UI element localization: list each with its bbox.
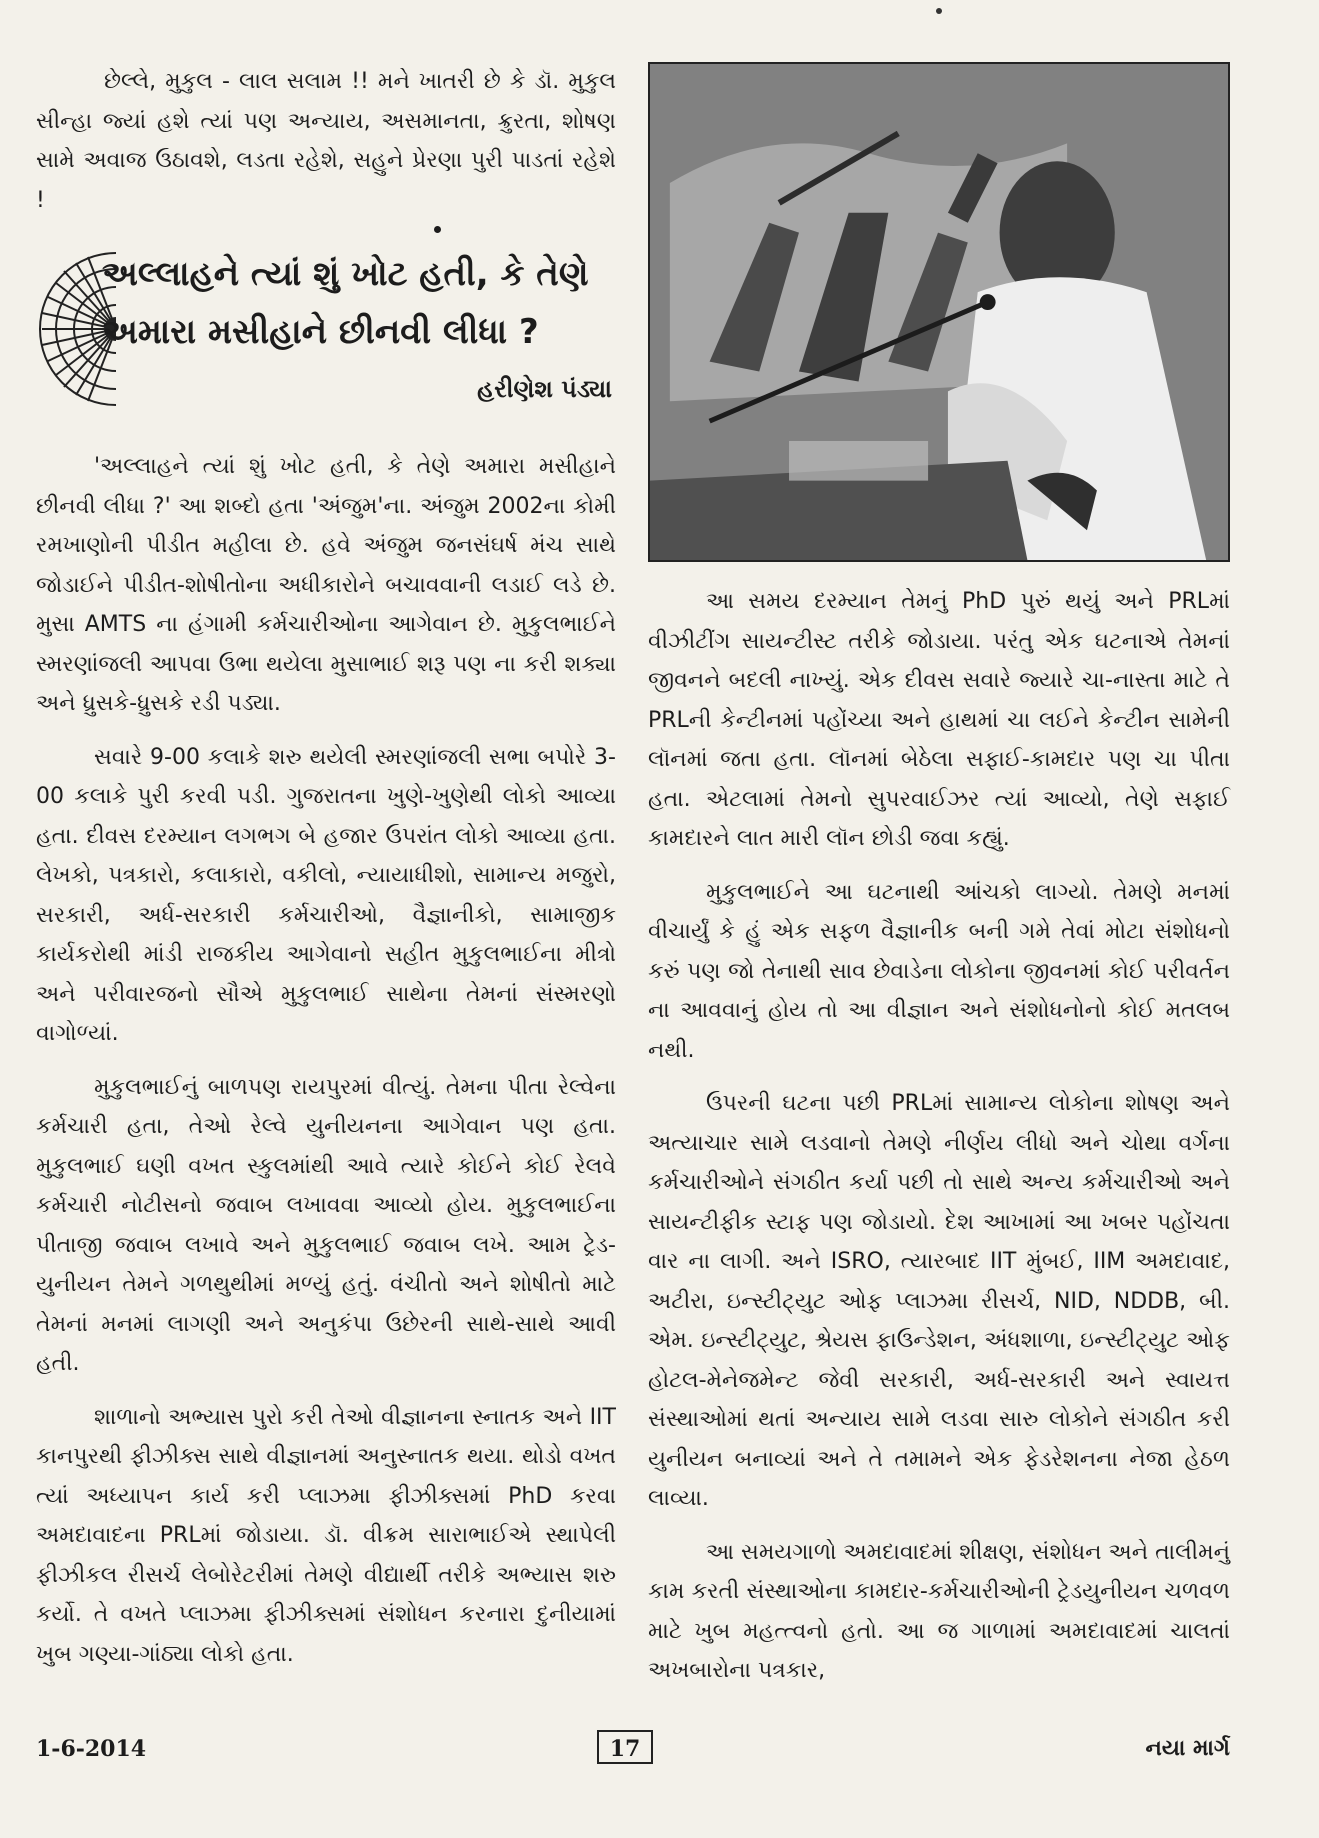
- magazine-name: નયા માર્ગ: [1145, 1736, 1230, 1761]
- intro-paragraph: છેલ્લે, મુકુલ - લાલ સલામ !! મને ખાતરી છે કે ડૉ. મુકુલ સીન્હા જ્યાં હશે ત્યાં પણ અન્યાય, અસમાનતા, ક્રુરતા, શોષણ સામે અવાજ ઉઠાવશે, લડતા રહેશે, સહુને પ્રેરણા પુરી પાડતાં રહેશે !: [36, 69, 616, 213]
- photo-illustration: [650, 64, 1228, 560]
- article-heading: [36, 245, 616, 427]
- left-paragraph-1: 'અલ્લાહને ત્યાં શું ખોટ હતી, કે તેણે અમારા મસીહાને છીનવી લીધા ?' આ શબ્દો હતા 'અંજુમ'ના. અંજુમ 2002ના કોમી રમખાણોની પીડીત મહીલા છે. હવે અંજુમ જનસંઘર્ષ મંચ સાથે જોડાઈને પીડીત-શોષીતોના અધીકારોને બચાવવાની લડાઈ લડે છે. મુસા AMTS ના હંગામી કર્મચારીઓના આગેવાન છે. મુકુલભાઈને સ્મરણાંજલી આપવા ઉભા થયેલા મુસાભાઈ શરૂ પણ ના કરી શક્યા અને ધ્રુસકે-ધ્રુસકે રડી પડ્યા.: [36, 454, 616, 716]
- issue-date: 1-6-2014: [36, 1736, 147, 1762]
- left-column: [36, 62, 616, 1688]
- article-title: અલ્લાહને ત્યાં શું ખોટ હતી, કે તેણે અમારા મસીહાને છીનવી લીધા ?: [102, 254, 589, 352]
- page-number: 17: [597, 1730, 653, 1764]
- right-paragraph-4: આ સમયગાળો અમદાવાદમાં શીક્ષણ, સંશોધન અને તાલીમનું કામ કરતી સંસ્થાઓના કામદાર-કર્મચારીઓની ટ્રેડયુનીયન ચળવળ માટે ખુબ મહત્ત્વનો હતો. આ જ ગાળામાં અમદાવાદમાં ચાલતાં અખબારોના પત્રકાર,: [648, 1539, 1230, 1683]
- left-paragraph-2: સવારે 9-00 કલાકે શરુ થયેલી સ્મરણાંજલી સભા બપોરે 3-00 કલાકે પુરી કરવી પડી. ગુજરાતના ખુણે-ખુણેથી લોકો આવ્યા હતા. દીવસ દરમ્યાન લગભગ બે હજાર ઉપરાંત લોકો આવ્યા હતા. લેખકો, પત્રકારો, કલાકારો, વકીલો, ન્યાયાધીશો, સામાન્ય મજુરો, સરકારી, અર્ધ-સરકારી કર્મચારીઓ, વૈજ્ઞાનીકો, સામાજીક કાર્યકરોથી માંડી રાજકીય આગેવાનો સહીત મુકુલભાઈના મીત્રો અને પરીવારજનો સૌએ મુકુલભાઈ સાથેના તેમનાં સંસ્મરણો વાગોળ્યાં.: [36, 744, 616, 1046]
- right-paragraph-1: આ સમય દરમ્યાન તેમનું PhD પુરું થયું અને PRLમાં વીઝીટીંગ સાયન્ટીસ્ટ તરીકે જોડાયા. પરંતુ એક ઘટનાએ તેમનાં જીવનને બદલી નાખ્યું. એક દીવસ સવારે જ્યારે ચા-નાસ્તા માટે તે PRLની કેન્ટીનમાં પહોંચ્યા અને હાથમાં ચા લઈને કેન્ટીન સામેની લૉનમાં જતા હતા. લૉનમાં બેઠેલા સફાઈ-કામદાર પણ ચા પીતા હતા. એટલામાં તેમનો સુપરવાઈઝર ત્યાં આવ્યો, તેણે સફાઈ કામદારને લાત મારી લૉન છોડી જવા કહ્યું.: [648, 589, 1230, 851]
- author-name: હરીણેશ પંડ્યા: [477, 375, 612, 403]
- page-footer: [36, 1730, 1230, 1770]
- separator-dot: [434, 226, 441, 233]
- print-mark: [936, 8, 942, 14]
- left-paragraph-4: શાળાનો અભ્યાસ પુરો કરી તેઓ વીજ્ઞાનના સ્નાતક અને IIT કાનપુરથી ફીઝીક્સ સાથે વીજ્ઞાનમાં અનુસ્નાતક થયા. થોડો વખત ત્યાં અધ્યાપન કાર્ય કરી પ્લાઝમા ફીઝીક્સમાં PhD કરવા અમદાવાદના PRLમાં જોડાયા. ડૉ. વીક્રમ સારાભાઈએ સ્થાપેલી ફીઝીકલ રીસર્ચ લેબોરેટરીમાં તેમણે વીદ્યાર્થી તરીકે અભ્યાસ શરુ કર્યો. તે વખતે પ્લાઝમા ફીઝીક્સમાં સંશોધન કરનારા દુનીયામાં ખુબ ગણ્યા-ગાંઠ્યા લોકો હતા.: [36, 1404, 616, 1667]
- right-paragraph-3: ઉપરની ઘટના પછી PRLમાં સામાન્ય લોકોના શોષણ અને અત્યાચાર સામે લડવાનો તેમણે નીર્ણય લીધો અને ચોથા વર્ગના કર્મચારીઓને સંગઠીત કર્યા પછી તો સાથે અન્ય કર્મચારીઓ અને સાયન્ટીફીક સ્ટાફ પણ જોડાયો. દેશ આખામાં આ ખબર પહોંચતા વાર ના લાગી. અને ISRO, ત્યારબાદ IIT મુંબઈ, IIM અમદાવાદ, અટીરા, ઇન્સ્ટીટ્યુટ ઓફ પ્લાઝમા રીસર્ચ, NID, NDDB, બી. એમ. ઇન્સ્ટીટ્યુટ, શ્રેયસ ફાઉન્ડેશન, અંધશાળા, ઇન્સ્ટીટ્યુટ ઓફ હોટલ-મેનેજમેન્ટ જેવી સરકારી, અર્ધ-સરકારી અને સ્વાયત્ત સંસ્થાઓમાં થતાં અન્યાય સામે લડવા સારુ લોકોને સંગઠીત કરી યુનીયન બનાવ્યાં અને તે તમામને એક ફેડરેશનના નેજા હેઠળ લાવ્યા.: [648, 1091, 1230, 1511]
- right-paragraph-2: મુકુલભાઈને આ ઘટનાથી આંચકો લાગ્યો. તેમણે મનમાં વીચાર્યું કે હું એક સફળ વૈજ્ઞાનીક બની ગમે તેવાં મોટા સંશોધનો કરું પણ જો તેનાથી સાવ છેવાડેના લોકોના જીવનમાં કોઈ પરીવર્તન ના આવવાનું હોય તો આ વીજ્ઞાન અને સંશોધનોનો કોઈ મતલબ નથી.: [648, 879, 1230, 1063]
- left-paragraph-3: મુકુલભાઈનું બાળપણ રાયપુરમાં વીત્યું. તેમના પીતા રેલ્વેના કર્મચારી હતા, તેઓ રેલ્વે યુનીયનના આગેવાન પણ હતા. મુકુલભાઈ ઘણી વખત સ્કુલમાંથી આવે ત્યારે કોઈને કોઈ રેલવે કર્મચારી નોટીસનો જવાબ લખાવવા આવ્યો હોય. મુકુલભાઈના પીતાજી જવાબ લખાવે અને મુકુલભાઈ જવાબ લખે. આમ ટ્રેડ-યુનીયન તેમને ગળથુથીમાં મળ્યું હતું. વંચીતો અને શોષીતો માટે તેમનાં મનમાં લાગણી અને અનુકંપા ઉછેરની સાથે-સાથે આવી હતી.: [36, 1074, 616, 1376]
- speaker-photo: [648, 62, 1230, 562]
- right-column: [648, 62, 1230, 1705]
